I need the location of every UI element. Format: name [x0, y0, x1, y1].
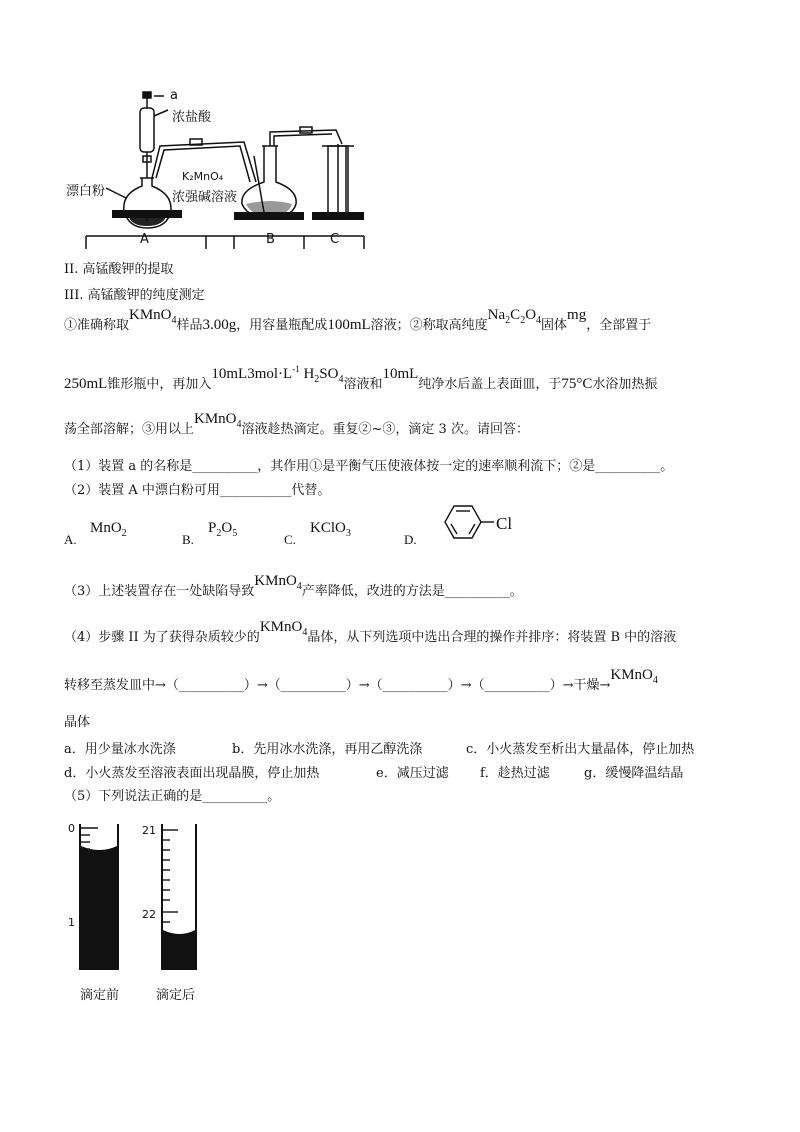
- option-D-formula: Cl: [496, 514, 513, 533]
- q4-options-line-1: a．用少量冰水洗涤 b．先用冰水洗涤，再用乙醇洗涤 c．小火蒸发至析出大量晶体，停止加热: [64, 742, 695, 757]
- burette-after-drawing: [138, 820, 208, 990]
- label-A: A: [140, 232, 149, 247]
- label-C: C: [330, 232, 340, 247]
- burette-after-tick-bottom: 22: [142, 908, 156, 921]
- option-A-formula: MnO$_2$: [90, 520, 127, 539]
- procedure-line-1: ①准确称取KMnO$_4$样品3.00g，用容量瓶配成100mL溶液；②称取高纯度$Na_2C_2O_4$固体mg，全部置于: [64, 307, 652, 333]
- label-a: a: [170, 88, 178, 103]
- step-3: III. 高锰酸钾的纯度测定: [64, 288, 205, 303]
- burette-before-tick-top: 0: [68, 822, 75, 835]
- label-reagent-formula: K₂MnO₄: [182, 170, 224, 183]
- burette-before-caption: 滴定前: [80, 988, 120, 1003]
- option-B-letter: B.: [182, 532, 194, 547]
- question-5: （5）下列说法正确的是__________。: [64, 789, 281, 804]
- procedure-line-2: 250mL锥形瓶中，再加入$10mL3mol\cdot L^{-1}$ $H_2SO_4$溶液和10mL纯净水后盖上表面皿，于75°C水浴加热振: [64, 364, 658, 392]
- apparatus-diagram: [64, 86, 374, 251]
- option-B-formula: $P_2O_5$: [208, 520, 238, 539]
- question-2: （2）装置 A 中漂白粉可用___________代替。: [64, 483, 331, 498]
- formula-kmno4: KMnO$_4$: [194, 411, 242, 430]
- question-4-line-2: 转移至蒸发皿中→（__________）→（__________）→（__________）→（__________）→干燥→KMnO$_4$: [64, 667, 658, 693]
- option-C-letter: C.: [284, 532, 296, 547]
- apparatus-drawing: [64, 86, 374, 251]
- burette-before-tick-bottom: 1: [68, 916, 75, 929]
- question-4-line-3: 晶体: [64, 715, 91, 730]
- label-powder: 漂白粉: [66, 184, 106, 199]
- formula-kmno4: KMnO$_4$: [259, 619, 308, 638]
- option-D-letter: D.: [404, 532, 417, 547]
- burette-before-drawing: [64, 820, 128, 990]
- procedure-line-3: 荡全部溶解；③用以上KMnO$_4$溶液趁热滴定。重复②~③，滴定 3 次。请回答：: [64, 411, 529, 437]
- formula-na2c2o4: $Na_2C_2O_4$: [487, 307, 542, 326]
- question-3: （3）上述装置存在一处缺陷导致KMnO$_4$产率降低，改进的方法是__________。: [64, 573, 523, 599]
- option-C-formula: KClO$_3$: [310, 520, 351, 539]
- formula-acid-conc: $10mL3mol\cdot L^{-1}$ $H_2SO_4$: [211, 364, 344, 385]
- burette-before: [64, 820, 128, 1010]
- formula-kmno4: KMnO$_4$: [610, 667, 658, 686]
- burette-after-caption: 滴定后: [156, 988, 196, 1003]
- label-reagent: 浓强碱溶液: [172, 190, 238, 205]
- burette-after-tick-top: 21: [142, 824, 156, 837]
- formula-kmno4: KMnO$_4$: [254, 573, 302, 592]
- formula-kmno4: KMnO$_4$: [129, 307, 177, 326]
- label-B: B: [266, 232, 275, 247]
- question-4-line-1: （4）步骤 II 为了获得杂质较少的KMnO$_4$晶体，从下列选项中选出合理的操作并排序：将装置 B 中的溶液: [64, 619, 677, 645]
- q2-options: [64, 508, 564, 554]
- question-1: （1）装置 a 的名称是__________，其作用①是平衡气压使液体按一定的速率顺利流下；②是__________。: [64, 459, 674, 474]
- option-A-letter: A.: [64, 532, 77, 547]
- q4-options-line-2: d．小火蒸发至溶液表面出现晶膜，停止加热 e．减压过滤 f．趁热过滤 g．缓慢降温结晶: [64, 766, 684, 781]
- burette-after: [138, 820, 208, 1010]
- step-2: II. 高锰酸钾的提取: [64, 262, 174, 277]
- label-acid: 浓盐酸: [172, 110, 212, 125]
